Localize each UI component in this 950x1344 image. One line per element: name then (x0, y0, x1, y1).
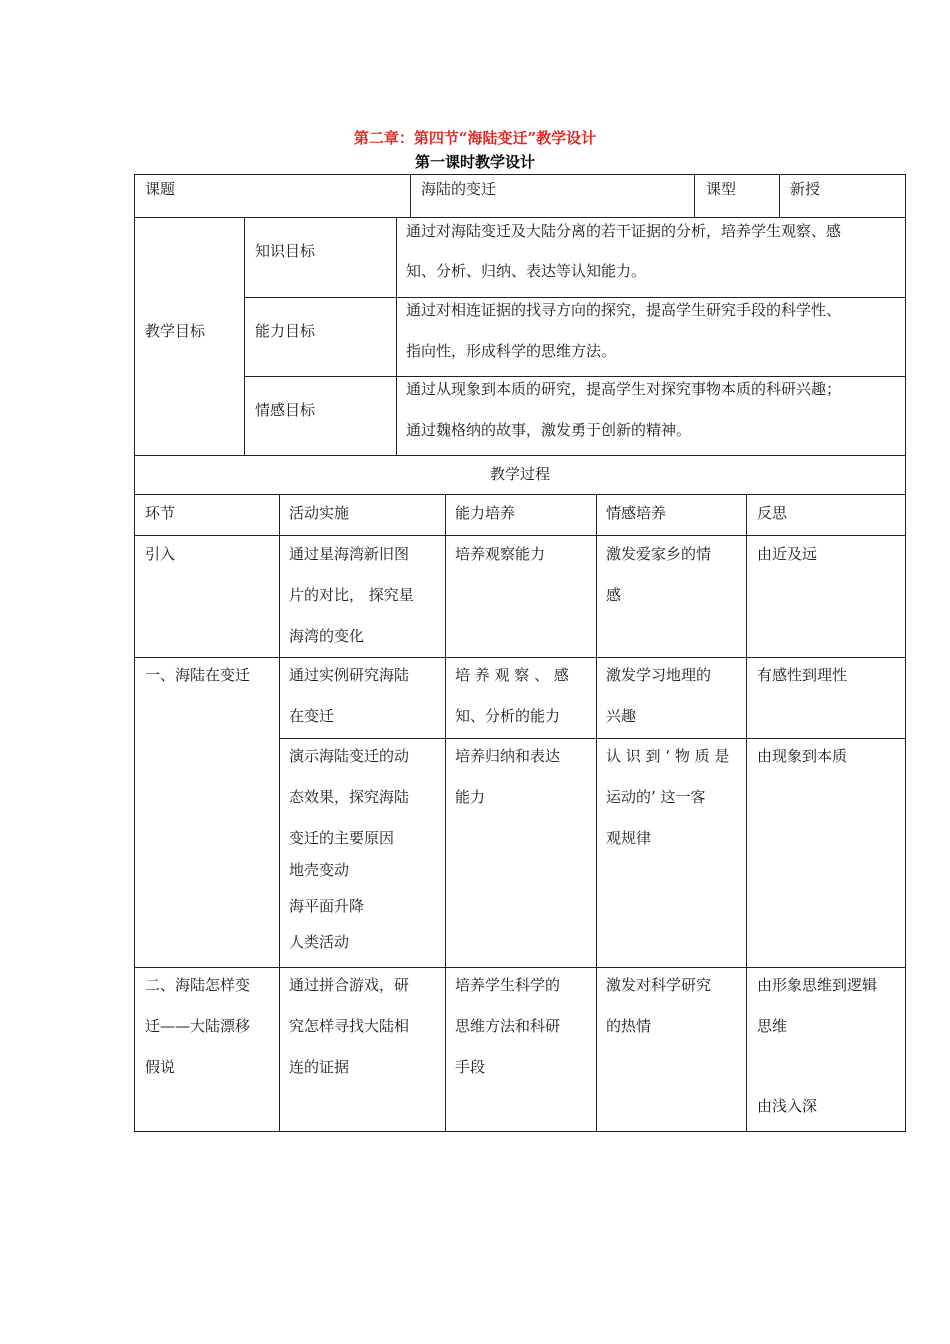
table-rule (396, 217, 397, 455)
reflection-cell: 有感性到理性 (757, 666, 848, 684)
table-rule (445, 494, 446, 1132)
activity-cell: 地壳变动 (289, 861, 350, 879)
ability-cell: 培养学生科学的 (455, 976, 561, 994)
emotion-cell: 激发学习地理的 (606, 666, 712, 684)
activity-cell: 连的证据 (289, 1058, 350, 1076)
stage-cell: 二、海陆怎样变 (145, 976, 251, 994)
document-title: 第二章：第四节“海陆变迁”教学设计 (353, 129, 597, 147)
reflection-cell: 由形象思维到逻辑 (757, 976, 878, 994)
stage-cell: 假说 (145, 1058, 176, 1076)
activity-cell: 片的对比， 探究星 (289, 586, 414, 604)
table-rule (596, 494, 597, 1132)
reflection-cell: 思维 (757, 1017, 788, 1035)
reflection-cell: 由现象到本质 (757, 747, 848, 765)
activity-cell: 变迁的主要原因 (289, 829, 395, 847)
document-subtitle: 第一课时教学设计 (414, 153, 535, 171)
lesson-plan-table (134, 174, 906, 1132)
topic-value: 海陆的变迁 (421, 180, 497, 198)
column-header: 能力培养 (455, 504, 516, 522)
activity-cell: 态效果，探究海陆 (289, 788, 410, 806)
emotion-cell: 认 识 到 ‘ 物 质 是 (606, 747, 730, 765)
topic-label: 课题 (145, 180, 176, 198)
emotion-cell: 的热情 (606, 1017, 652, 1035)
activity-cell: 海湾的变化 (289, 627, 365, 645)
emotion-cell: 兴趣 (606, 707, 637, 725)
stage-cell: 一、海陆在变迁 (145, 666, 251, 684)
table-rule (279, 494, 280, 1132)
reflection-cell: 由近及远 (757, 545, 818, 563)
goal-text: 通过魏格纳的故事，激发勇于创新的精神。 (406, 421, 692, 439)
ability-cell: 思维方法和科研 (455, 1017, 561, 1035)
activity-cell: 海平面升降 (289, 897, 365, 915)
ability-cell: 培养归纳和表达 (455, 747, 561, 765)
process-heading: 教学过程 (489, 465, 550, 483)
goal-text: 通过从现象到本质的研究，提高学生对探究事物本质的科研兴趣； (406, 380, 842, 398)
ability-cell: 培 养 观 察 、 感 (455, 666, 569, 684)
goal-name: 能力目标 (255, 322, 316, 340)
activity-cell: 演示海陆变迁的动 (289, 747, 410, 765)
column-header: 活动实施 (289, 504, 350, 522)
goals-label: 教学目标 (145, 322, 206, 340)
table-border-left (134, 174, 135, 1132)
table-rule (244, 217, 245, 455)
activity-cell: 在变迁 (289, 707, 335, 725)
column-header: 反思 (757, 504, 788, 522)
table-rule (746, 494, 747, 1132)
goal-text: 通过对海陆变迁及大陆分离的若干证据的分析，培养学生观察、感 (406, 222, 842, 240)
emotion-cell: 观规律 (606, 829, 652, 847)
table-border-right (905, 174, 906, 1132)
goal-text: 指向性，形成科学的思维方法。 (406, 342, 617, 360)
stage-cell: 迁——大陆漂移 (145, 1017, 251, 1035)
ability-cell: 能力 (455, 788, 486, 806)
emotion-cell: 感 (606, 586, 622, 604)
column-header: 情感培养 (606, 504, 667, 522)
reflection-cell: 由浅入深 (757, 1097, 818, 1115)
ability-cell: 知、分析的能力 (455, 707, 561, 725)
ability-cell: 培养观察能力 (455, 545, 546, 563)
goal-text: 知、分析、归纳、表达等认知能力。 (406, 262, 647, 280)
goal-name: 情感目标 (255, 401, 316, 419)
emotion-cell: 激发对科学研究 (606, 976, 712, 994)
emotion-cell: 运动的’ 这一客 (606, 788, 706, 806)
table-border-bottom (134, 1131, 906, 1132)
type-label: 课型 (706, 180, 737, 198)
activity-cell: 通过星海湾新旧图 (289, 545, 410, 563)
goal-text: 通过对相连证据的找寻方向的探究，提高学生研究手段的科学性、 (406, 301, 842, 319)
activity-cell: 人类活动 (289, 933, 350, 951)
ability-cell: 手段 (455, 1058, 486, 1076)
column-header: 环节 (145, 504, 176, 522)
activity-cell: 通过拼合游戏，研 (289, 976, 410, 994)
emotion-cell: 激发爱家乡的情 (606, 545, 712, 563)
stage-cell: 引入 (145, 545, 176, 563)
activity-cell: 究怎样寻找大陆相 (289, 1017, 410, 1035)
goal-name: 知识目标 (255, 242, 316, 260)
activity-cell: 通过实例研究海陆 (289, 666, 410, 684)
type-value: 新授 (790, 180, 821, 198)
